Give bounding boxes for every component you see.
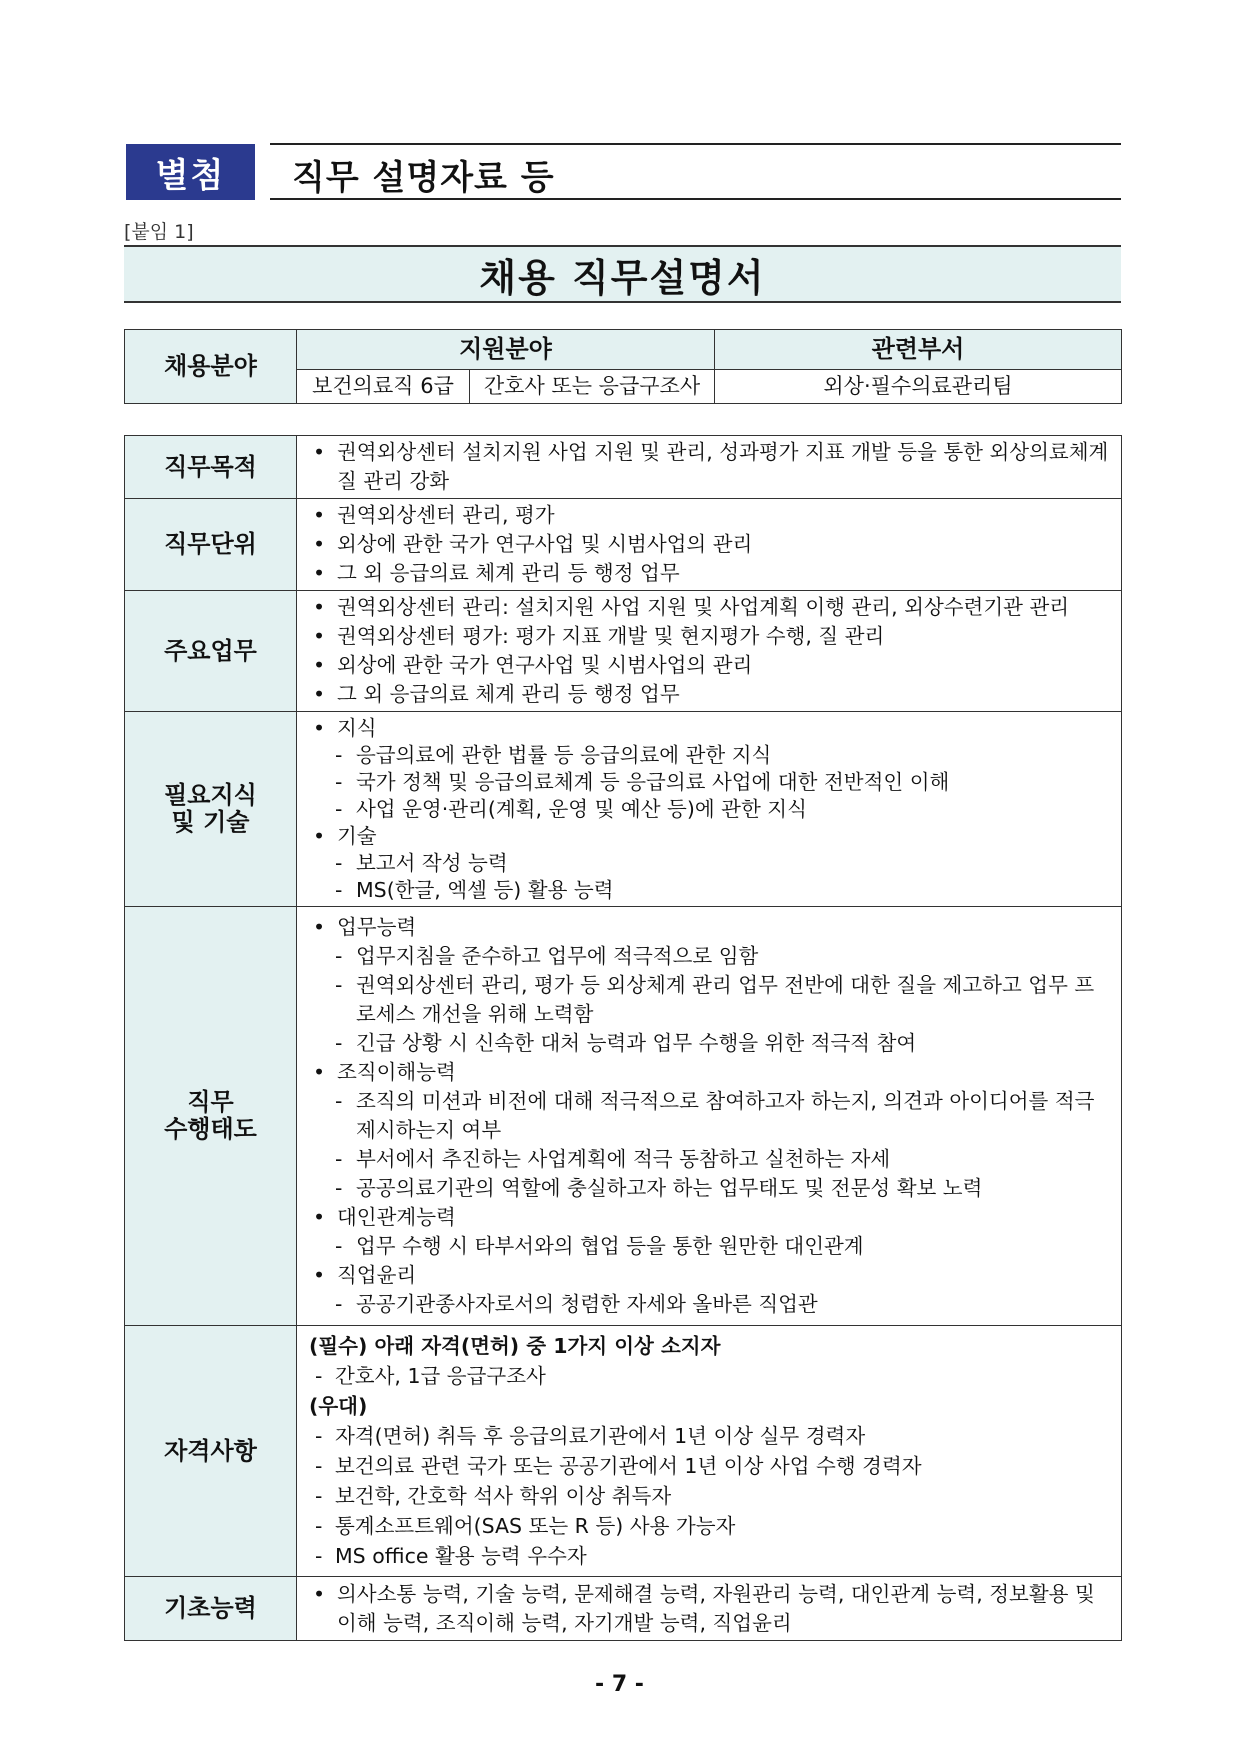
list-item: • 그 외 응급의료 체계 관리 등 행정 업무 — [307, 559, 1113, 588]
list-item: • 의사소통 능력, 기술 능력, 문제해결 능력, 자원관리 능력, 대인관계 능력, 정보활용 및 이해 능력, 조직이해 능력, 자기개발 능력, 직업윤리 — [307, 1580, 1113, 1638]
list-item: - 사업 운영·관리(계획, 운영 및 예산 등)에 관한 지식 — [307, 796, 1113, 823]
page-number: - 7 - — [595, 1672, 644, 1697]
field-cell: 간호사 또는 응급구조사 — [470, 370, 715, 404]
list-item: - 공공의료기관의 역할에 충실하고자 하는 업무태도 및 전문성 확보 노력 — [307, 1174, 1113, 1203]
attitude-head-4: • 직업윤리 — [307, 1261, 1113, 1290]
list-item: - 통계소프트웨어(SAS 또는 R 등) 사용 가능자 — [307, 1511, 1113, 1541]
department-cell: 외상·필수의료관리팀 — [715, 370, 1122, 404]
knowledge-row — [125, 712, 1122, 907]
job-description-table — [124, 435, 1122, 1641]
list-item: • 그 외 응급의료 체계 관리 등 행정 업무 — [307, 680, 1113, 709]
list-item: - 보건의료 관련 국가 또는 공공기관에서 1년 이상 사업 수행 경력자 — [307, 1451, 1113, 1481]
list-item: - 간호사, 1급 응급구조사 — [307, 1361, 1113, 1391]
list-item: - 부서에서 추진하는 사업계획에 적극 동참하고 실천하는 자세 — [307, 1145, 1113, 1174]
knowledge-label-line2: 및 기술 — [171, 808, 250, 836]
list-item: - 긴급 상황 시 신속한 대처 능력과 업무 수행을 위한 적극적 참여 — [307, 1029, 1113, 1058]
attitude-label-line1: 직무 — [187, 1088, 234, 1116]
list-item: - 권역외상센터 관리, 평가 등 외상체계 관리 업무 전반에 대한 질을 제고하고 업무 프로세스 개선을 위해 노력함 — [307, 971, 1113, 1029]
department-header: 관련부서 — [715, 330, 1122, 370]
list-item: - MS office 활용 능력 우수자 — [307, 1541, 1113, 1571]
knowledge-label-line1: 필요지식 — [164, 781, 257, 809]
unit-label: 직무단위 — [125, 499, 297, 591]
skill-head: • 기술 — [307, 823, 1113, 850]
list-item: - 업무지침을 준수하고 업무에 적극적으로 임함 — [307, 942, 1113, 971]
basic-ability-row — [125, 1577, 1122, 1641]
list-item: - 국가 정책 및 응급의료체계 등 응급의료 사업에 대한 전반적인 이해 — [307, 769, 1113, 796]
list-item: - 보고서 작성 능력 — [307, 850, 1113, 877]
appendix-badge: 별첨 — [126, 144, 255, 200]
list-item: • 권역외상센터 평가: 평가 지표 개발 및 현지평가 수행, 질 관리 — [307, 622, 1113, 651]
attitude-label — [125, 907, 297, 1326]
list-item: • 권역외상센터 관리: 설치지원 사업 지원 및 사업계획 이행 관리, 외상수련기관 관리 — [307, 593, 1113, 622]
list-item: • 외상에 관한 국가 연구사업 및 시범사업의 관리 — [307, 530, 1113, 559]
section-title: 직무 설명자료 등 — [292, 158, 555, 198]
attitude-label-line2: 수행태도 — [164, 1115, 257, 1143]
main-duties-row — [125, 591, 1122, 712]
list-item: - MS(한글, 엑셀 등) 활용 능력 — [307, 877, 1113, 904]
header-rule-bottom — [270, 198, 1121, 200]
required-head: (필수) 아래 자격(면허) 중 1가지 이상 소지자 — [309, 1334, 721, 1358]
attachment-label: [붙임 1] — [124, 221, 194, 243]
list-item: - 공공기관종사자로서의 청렴한 자세와 올바른 직업관 — [307, 1290, 1113, 1319]
knowledge-label — [125, 712, 297, 907]
knowledge-head: • 지식 — [307, 715, 1113, 742]
header-rule-top — [270, 143, 1121, 145]
basic-ability-label: 기초능력 — [125, 1577, 297, 1641]
main-duties-label: 주요업무 — [125, 591, 297, 712]
list-item: • 외상에 관한 국가 연구사업 및 시범사업의 관리 — [307, 651, 1113, 680]
document-title: 채용 직무설명서 — [124, 245, 1121, 303]
list-item: - 자격(면허) 취득 후 응급의료기관에서 1년 이상 실무 경력자 — [307, 1421, 1113, 1451]
recruitment-table — [124, 329, 1122, 404]
purpose-row — [125, 436, 1122, 499]
qualification-row — [125, 1326, 1122, 1577]
attitude-head-2: • 조직이해능력 — [307, 1058, 1113, 1087]
recruit-label: 채용분야 — [125, 330, 297, 404]
qualification-label: 자격사항 — [125, 1326, 297, 1577]
attitude-head-3: • 대인관계능력 — [307, 1203, 1113, 1232]
attitude-row — [125, 907, 1122, 1326]
unit-row — [125, 499, 1122, 591]
list-item: • 권역외상센터 관리, 평가 — [307, 501, 1113, 530]
list-item: - 조직의 미션과 비전에 대해 적극적으로 참여하고자 하는지, 의견과 아이디어를 적극 제시하는지 여부 — [307, 1087, 1113, 1145]
grade-cell: 보건의료직 6급 — [297, 370, 470, 404]
purpose-label: 직무목적 — [125, 436, 297, 499]
list-item: - 업무 수행 시 타부서와의 협업 등을 통한 원만한 대인관계 — [307, 1232, 1113, 1261]
list-item: - 응급의료에 관한 법률 등 응급의료에 관한 지식 — [307, 742, 1113, 769]
list-item: • 권역외상센터 설치지원 사업 지원 및 관리, 성과평가 지표 개발 등을 통한 외상의료체계 질 관리 강화 — [307, 438, 1113, 496]
list-item: - 보건학, 간호학 석사 학위 이상 취득자 — [307, 1481, 1113, 1511]
support-field-header: 지원분야 — [297, 330, 715, 370]
attitude-head-1: • 업무능력 — [307, 913, 1113, 942]
preferred-head: (우대) — [309, 1394, 368, 1418]
